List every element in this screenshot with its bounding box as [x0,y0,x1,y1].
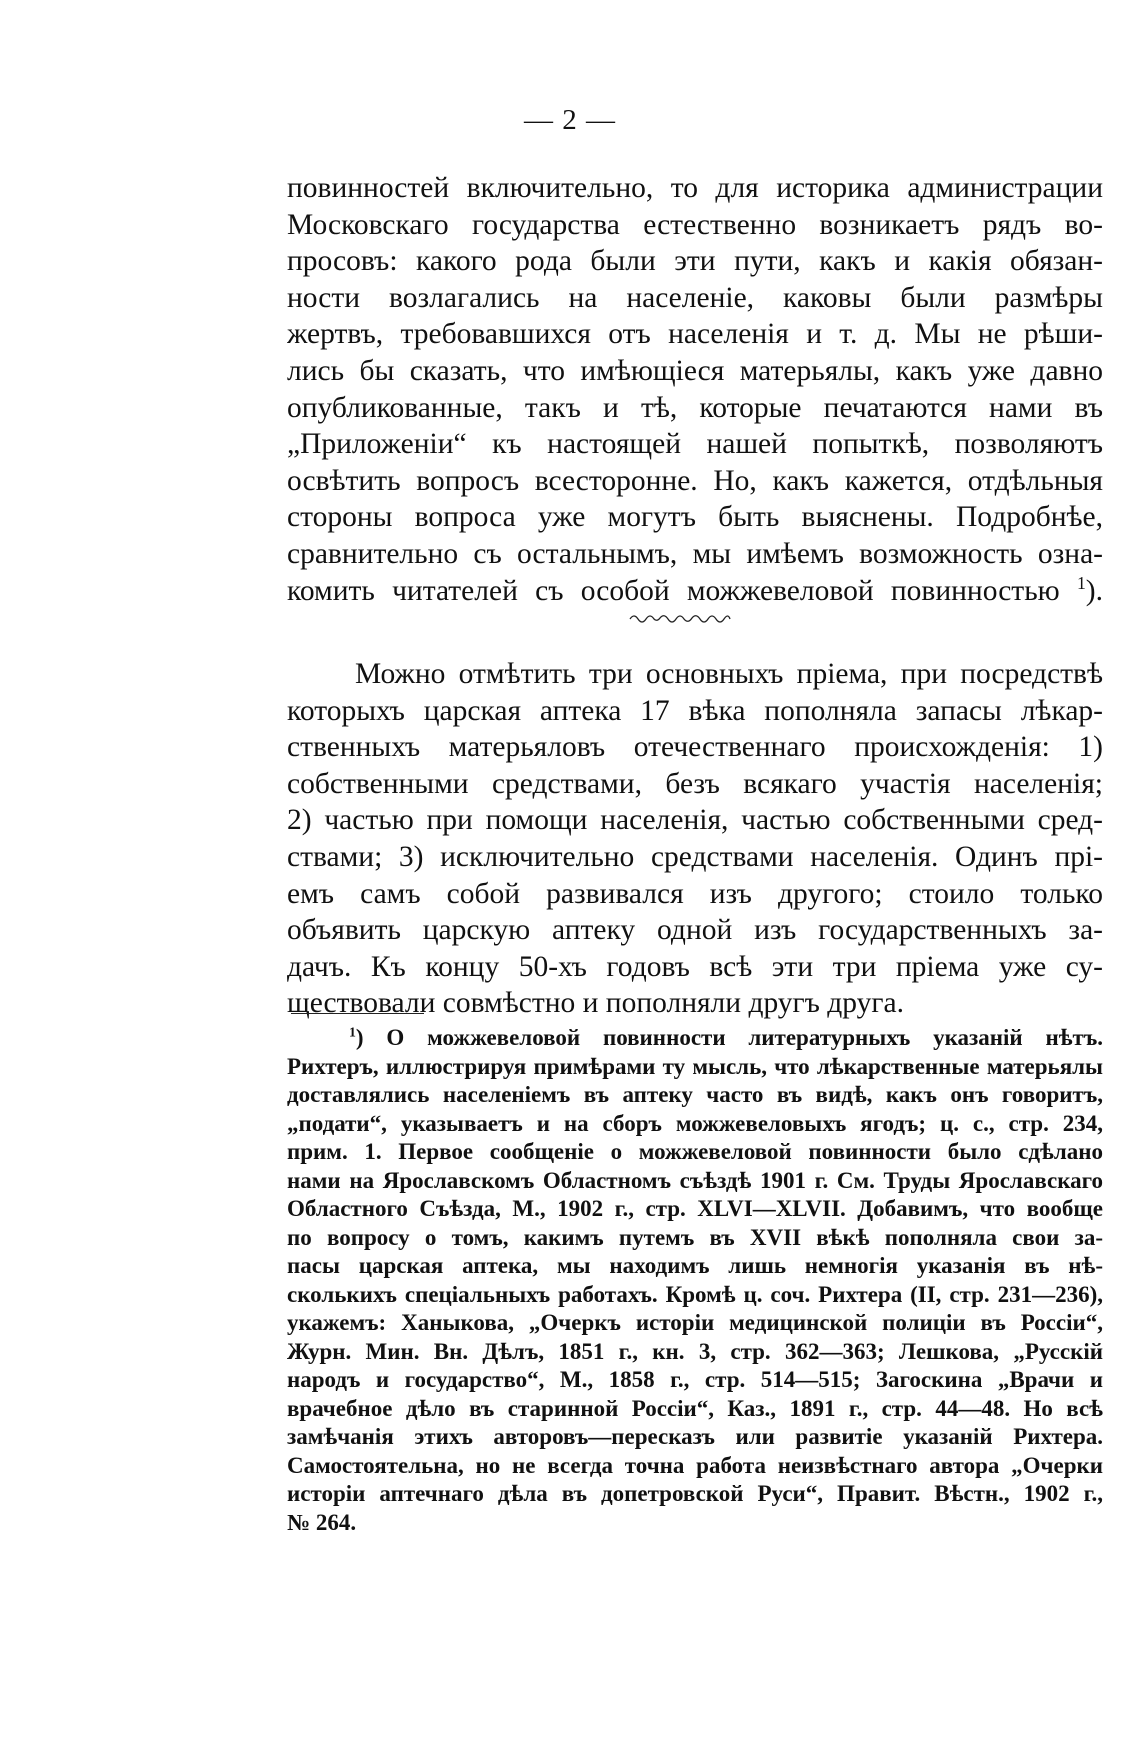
footnote-line: доставлялись населеніемъ въ аптеку часто въ видѣ, какъ онъ говоритъ, [287,1082,1103,1107]
footnote-line-content: ) О можжевеловой повинности литературныхъ указаній нѣтъ. [355,1025,1103,1050]
footnote-line: Рихтеръ, иллюстрируя примѣрами ту мысль, что лѣкарственные матерьялы [287,1053,1103,1079]
text-line: которыхъ царская аптека 17 вѣка пополняла запасы лѣкар- [287,694,1103,727]
page-number: — 2 — [524,104,616,136]
text-line: 2) частью при помощи населенія, частью собственными сред- [287,804,1103,837]
text-line-content: комить читателей съ особой можжевеловой повинностью [287,574,1060,607]
footnote-line: врачебное дѣло въ старинной Россіи“, Каз., 1891 г., стр. 44—48. Но всѣ [287,1395,1103,1421]
text-line: объявить царскую аптеку одной изъ государственныхъ за- [287,914,1103,947]
footnote-line: Областного Съѣзда, М., 1902 г., стр. XLVI—XLVII. Добавимъ, что вообще [287,1196,1103,1221]
footnote-line: по вопросу о томъ, какимъ путемъ въ XVII вѣкѣ пополняла свои за- [287,1224,1103,1250]
footnote-line: исторіи аптечнаго дѣла въ допетровской Руси“, Правит. Вѣстн., 1902 г., [287,1481,1103,1506]
text-line: Можно отмѣтить три основныхъ пріема, при посредствѣ [355,658,1103,690]
footnote-line: нами на Ярославскомъ Областномъ съѣздѣ 1901 г. См. Труды Ярославскаго [287,1167,1103,1193]
text-line: повинностей включительно, то для историка администрации [287,172,1103,204]
text-line: сравнительно съ остальнымъ, мы имѣемъ возможность озна- [287,537,1103,570]
text-line: просовъ: какого рода были эти пути, какъ и какія обязан- [287,245,1103,278]
ornament-divider [628,610,732,631]
text-line-last [287,573,1103,610]
footnote-line: замѣчанія этихъ авторовъ—пересказъ или развитіе указаній Рихтера. [287,1424,1103,1449]
footnote-line: „подати“, указываетъ и на сборъ можжевеловыхъ ягодъ; ц. с., стр. 234, [287,1110,1103,1136]
paragraph-1 [287,170,1103,609]
footnote [287,1024,1103,1537]
footnote-line-first [287,1024,1103,1053]
text-line: Московскаго государства естественно возникаетъ рядъ во- [287,208,1103,241]
footnote-line: сколькихъ спеціальныхъ работахъ. Кромѣ ц. соч. Рихтера (II, стр. 231—236), [287,1281,1103,1307]
footnote-line: Самостоятельна, но не всегда точна работа неизвѣстнаго автора „Очерки [287,1452,1103,1478]
text-line: „Приложеніи“ къ настоящей нашей попыткѣ, позволяютъ [287,428,1103,461]
text-line: емъ самъ собой развивался изъ другого; стоило только [287,877,1103,910]
text-line: ности возлагались на населеніе, каковы были размѣры [287,281,1103,314]
text-line: лись бы сказать, что имѣющіеся матерьялы, какъ уже давно [287,354,1103,387]
footnote-marker: 1 [349,1024,356,1040]
text-line: дачъ. Къ концу 50-хъ годовъ всѣ эти три пріема уже су- [287,950,1103,983]
text-line: ственныхъ матерьяловъ отечественнаго происхожденія: 1) [287,731,1103,764]
paragraph-2 [287,656,1103,1022]
footnote-line: народъ и государство“, М., 1858 г., стр. 514—515; Загоскина „Врачи и [287,1367,1103,1392]
text-line: ствами; 3) исключительно средствами населенія. Одинъ прі- [287,840,1103,873]
text-line: освѣтить вопросъ всесторонне. Но, какъ кажется, отдѣльныя [287,464,1103,497]
text-line-closing: ). [1085,574,1103,607]
text-line: собственными средствами, безъ всякаго участія населенія; [287,767,1103,800]
footnote-separator [291,1013,424,1014]
footnote-line: укажемъ: Ханыкова, „Очеркъ исторіи медицинской полиціи въ Россіи“, [287,1310,1103,1335]
footnote-line: Журн. Мин. Вн. Дѣлъ, 1851 г., кн. 3, стр. 362—363; Лешкова, „Русскій [287,1338,1103,1364]
text-line: стороны вопроса уже могутъ быть выяснены. Подробнѣе, [287,501,1103,534]
text-line: опубликованные, такъ и тѣ, которые печатаются нами въ [287,391,1103,424]
text-line: ществовали совмѣстно и пополняли другъ друга. [287,987,904,1020]
footnote-line: пасы царская аптека, мы находимъ лишь немногія указанія въ нѣ- [287,1253,1103,1278]
footnote-reference: 1 [1076,572,1086,593]
footnote-line: прим. 1. Первое сообщеніе о можжевеловой повинности было сдѣлано [287,1139,1103,1164]
footnote-line: № 264. [287,1509,357,1535]
text-line: жертвъ, требовавшихся отъ населенія и т. д. Мы не рѣши- [287,318,1103,351]
wavy-ornament-icon [628,610,732,626]
